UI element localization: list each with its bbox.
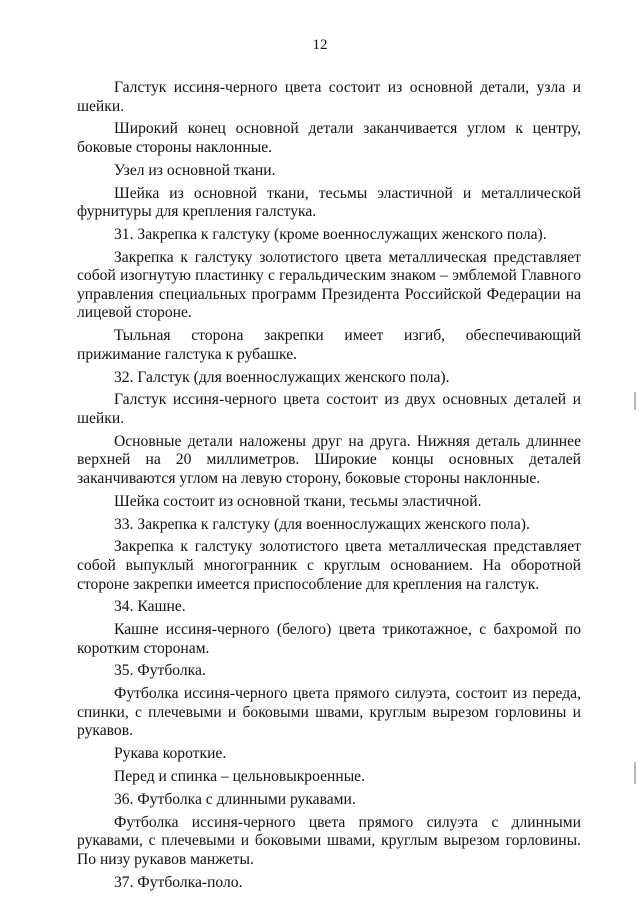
section-heading-33: 33. Закрепка к галстуку (для военнослужащих женского пола). [114,515,530,533]
paragraph: Шейка состоит из основной ткани, тесьмы эластичной. [114,492,482,510]
paragraph: Основные детали наложены друг на друга. Нижняя деталь длиннее верхней на 20 миллиметров. Широкие концы основных деталей заканчиваются углом на левую сторону, боковые стороны наклонные. [77,432,581,487]
document-body [77,79,581,896]
page-number: 12 [312,37,328,53]
section-heading-35: 35. Футболка. [114,662,206,680]
paragraph: Кашне иссиня-черного (белого) цвета трикотажное, с бахромой по коротким сторонам. [77,621,581,657]
section-heading-37: 37. Футболка-поло. [114,873,243,891]
paragraph: Узел из основной ткани. [114,161,276,179]
paragraph: Закрепка к галстуку золотистого цвета металлическая представляет собой выпуклый многогранник с круглым основанием. На оборотной стороне закрепки имеется приспособление для крепления на галстук. [77,538,581,593]
paragraph: Тыльная сторона закрепки имеет изгиб, обеспечивающий прижимание галстука к рубашке. [77,327,581,363]
section-heading-36: 36. Футболка с длинными рукавами. [114,790,356,808]
paragraph: Шейка из основной ткани, тесьмы эластичной и металлической фурнитуры для крепления галстука. [77,184,581,221]
paragraph: Футболка иссиня-черного цвета прямого силуэта с длинными рукавами, с плечевыми и боковыми швами, круглым вырезом горловины. По низу рукавов манжеты. [77,813,581,868]
paragraph: Футболка иссиня-черного цвета прямого силуэта, состоит из переда, спинки, с плечевыми и боковыми швами, круглым вырезом горловины и рукавов. [77,685,581,740]
paragraph: Широкий конец основной детали заканчивается углом к центру, боковые стороны наклонные. [77,120,581,156]
paragraph: Галстук иссиня-черного цвета состоит из основной детали, узла и шейки. [77,79,581,115]
section-heading-34: 34. Кашне. [114,598,186,616]
paragraph: Галстук иссиня-черного цвета состоит из двух основных деталей и шейки. [77,391,581,427]
section-heading-31: 31. Закрепка к галстуку (кроме военнослужащих женского пола). [114,225,547,243]
scan-edge-mark [634,392,636,410]
paragraph: Закрепка к галстуку золотистого цвета металлическая представляет собой изогнутую пластинку с геральдическим знаком – эмблемой Главного управления специальных программ Президента Российской Федерации на лицевой стороне. [77,248,581,322]
paragraph: Рукава короткие. [114,745,227,763]
paragraph: Перед и спинка – цельновыкроенные. [114,767,365,785]
section-heading-32: 32. Галстук (для военнослужащих женского пола). [114,368,450,386]
scan-edge-mark [634,762,636,784]
